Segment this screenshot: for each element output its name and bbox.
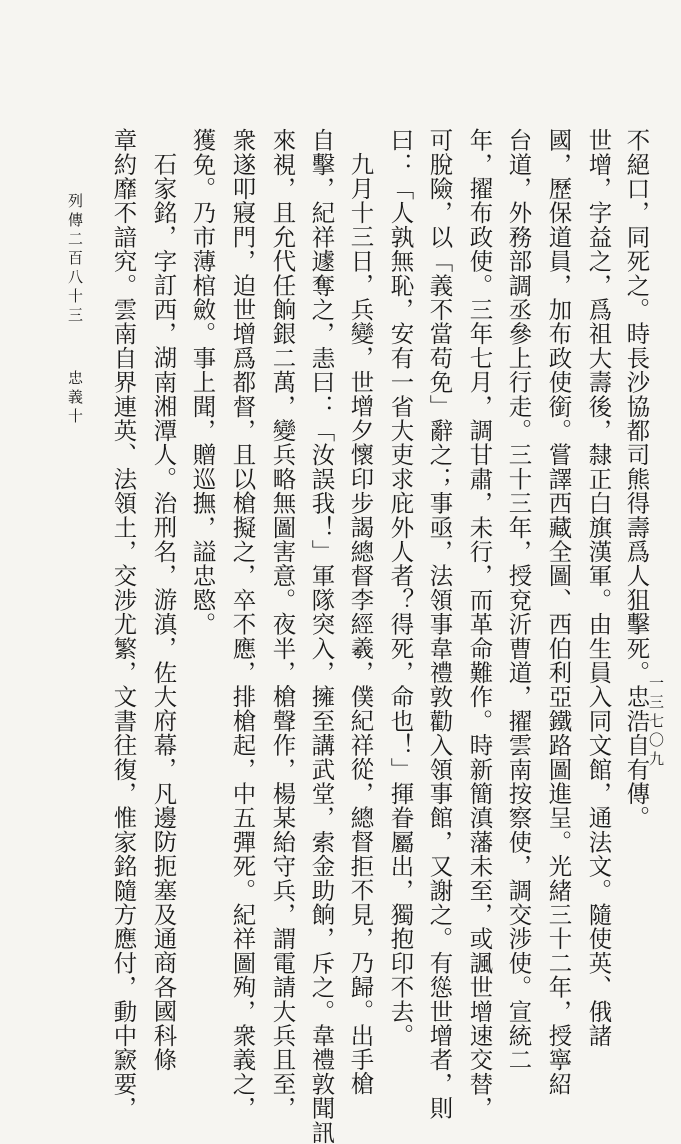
chapter-label: 列傳二百八十三: [66, 193, 84, 326]
text-column: 曰：「人孰無恥，安有一省大吏求庇外人者？得死，命也！」揮眷屬出，獨抱印不去。: [386, 128, 415, 1048]
page-number: 一三七〇九: [647, 675, 665, 770]
text-column: 台道，外務部調丞參上行走。三十三年，授兗沂曹道，擢雲南按察使，調交涉使。宣統二: [504, 128, 533, 1072]
text-column: 年，擢布政使。三年七月，調甘肅，未行，而革命難作。時新簡滇藩未至，或諷世增速交替，: [465, 128, 494, 1121]
text-column: 衆遂叩寢門，迫世增爲都督，且以槍擬之，卒不應，排槍起，中五彈死。紀祥圖殉，衆義之，: [228, 128, 257, 1121]
text-column: 石家銘，字訂西，湖南湘潭人。治刑名，游滇，佐大府幕，凡邊防扼塞及通商各國科條: [149, 152, 178, 1072]
text-column: 來視，且允代任餉銀二萬，變兵略無圖害意。夜半，槍聲作，楊某紿守兵，謂電請大兵且至，: [268, 128, 297, 1121]
text-column: 九月十三日，兵變，世增夕懷印步謁總督李經羲，僕紀祥從，總督拒不見，乃歸。出手槍: [346, 152, 375, 1096]
text-column: 世增，字益之，爲祖大壽後，隸正白旗漢軍。由生員入同文館，通法文。隨使英、俄諸: [584, 128, 613, 1048]
section-label: 忠義十: [66, 370, 84, 427]
text-column: 可脫險，以「義不當苟免」辭之；事亟，法領事韋禮敦勸入領事館，又謝之。有慫世增者，則: [425, 128, 454, 1121]
text-column: 章約靡不諳究。雲南自界連英、法領土，交涉尤繁，文書往復，惟家銘隨方應付，動中窾要，: [109, 128, 138, 1121]
text-column: 國，歷保道員，加布政使銜。嘗譯西藏全圖、西伯利亞鐵路圖進呈。光緒三十二年，授寧紹: [544, 128, 573, 1096]
text-column: 不絕口，同死之。時長沙協都司熊得壽爲人狙擊死。忠浩自有傳。: [622, 128, 651, 830]
text-column: 自擊，紀祥遽奪之，恚曰：「汝誤我！」軍隊突入，擁至講武堂，索金助餉，斥之。韋禮敦聞訊: [307, 128, 336, 1144]
text-column: 獲免。乃市薄棺斂。事上聞，贈巡撫，謚忠愍。: [188, 128, 217, 637]
